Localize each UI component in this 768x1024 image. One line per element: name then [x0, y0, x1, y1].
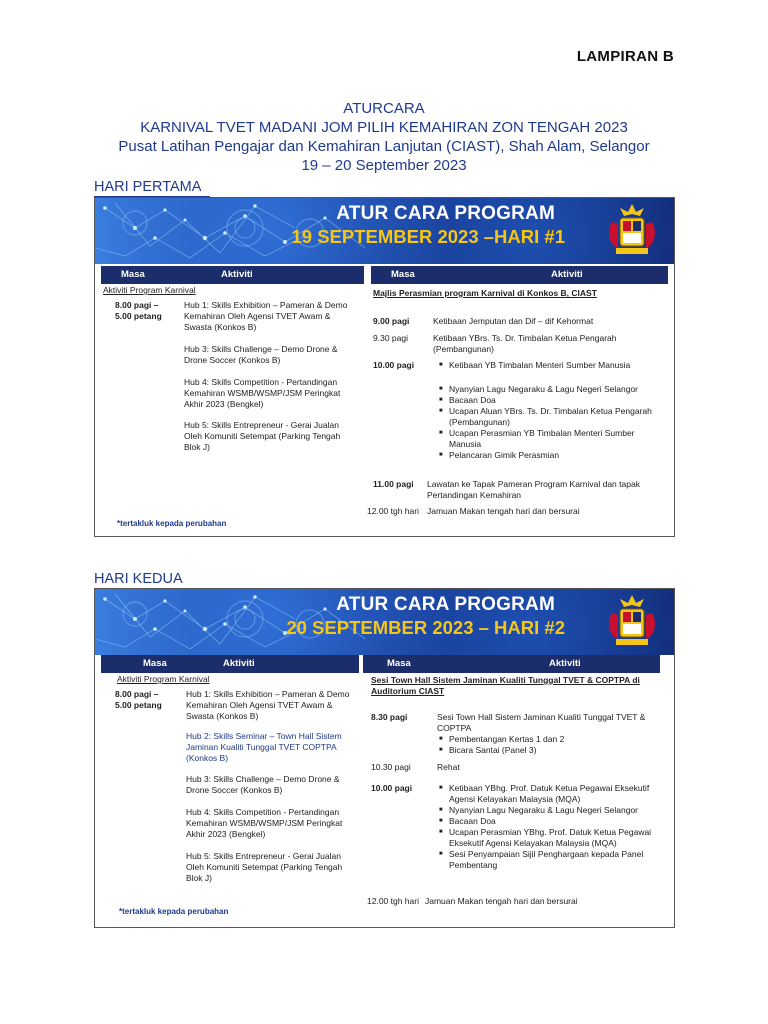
hub-1: Hub 1: Skills Exhibition – Pameran & Demo Kemahiran Oleh Agensi TVET Awam & Swasta (Konkos B) [184, 300, 348, 332]
masa-header: Masa [143, 658, 167, 669]
time-9-30: 9.30 pagi [373, 333, 408, 343]
banner-date: 20 SEPTEMBER 2023 – HARI #2 [286, 617, 565, 638]
bullet-item: ■ Sesi Penyampaian Sijil Penghargaan kepada Panel Pembentang [439, 849, 661, 871]
hub-2: Hub 2: Skills Seminar – Town Hall Sistem Jaminan Kualiti Tunggal TVET COPTPA (Konkos B) [186, 731, 342, 763]
hub-3: Hub 3: Skills Challenge – Demo Drone & Drone Soccer (Konkos B) [184, 344, 338, 365]
aktiviti-header: Aktiviti [549, 658, 581, 669]
appendix-label: LAMPIRAN B [576, 48, 674, 65]
left-section-title: Aktiviti Program Karnival [117, 674, 210, 684]
time-10-30: 10.30 pagi [371, 762, 411, 772]
time-12-00: 12.00 tgh hari [367, 896, 419, 906]
right-section-title: Sesi Town Hall Sistem Jaminan Kualiti Tunggal TVET & COPTPA di Auditorium CIAST [371, 675, 640, 696]
masa-header: Masa [387, 658, 411, 669]
time-8-30: 8.30 pagi [371, 712, 408, 722]
bullet-item: ■ Ketibaan YBhg. Prof. Datuk Ketua Pegawai Eksekutif Agensi Kelayakan Malaysia (MQA) [439, 783, 661, 805]
left-column-header [101, 266, 364, 284]
bullet-item: ■ Ucapan Aluan YBrs. Ts. Dr. Timbalan Ketua Pengarah (Pembangunan) [439, 406, 667, 428]
bullet-item: ■ Bacaan Doa [439, 395, 667, 406]
day-2-label: HARI KEDUA [94, 571, 210, 589]
coat-of-arms-icon [604, 593, 660, 649]
activity-text: Lawatan ke Tapak Pameran Program Karnival dan tapak Pertandingan Kemahiran [427, 479, 640, 500]
document-heading [0, 99, 768, 175]
hub-4: Hub 4: Skills Competition - Pertandingan Kemahiran WSMB/WSMP/JSM Peringkat Akhir 2023 (Bengkel) [184, 377, 341, 409]
heading-line-3: Pusat Latihan Pengajar dan Kemahiran Lanjutan (CIAST), Shah Alam, Selangor [118, 138, 650, 155]
left-time-end: 5.00 petang [115, 311, 162, 321]
hub-1: Hub 1: Skills Exhibition – Pameran & Demo Kemahiran Oleh Agensi TVET Awam & Swasta (Konkos B) [186, 689, 350, 721]
left-column-header [101, 655, 359, 673]
hub-5: Hub 5: Skills Entrepreneur - Gerai Jualan Oleh Komuniti Setempat (Parking Tengah Blok J) [186, 851, 343, 883]
activity-text: Jamuan Makan tengah hari dan bersurai [427, 506, 580, 516]
bullet-item: ■ Pembentangan Kertas 1 dan 2 [439, 734, 661, 745]
right-column-header [363, 655, 660, 673]
heading-line-4: 19 – 20 September 2023 [301, 157, 467, 174]
coat-of-arms-icon [604, 202, 660, 258]
bullet-item: ■ Nyanyian Lagu Negaraku & Lagu Negeri Selangor [439, 805, 661, 816]
day-1-schedule-panel [94, 197, 675, 537]
day-2-schedule-panel [94, 588, 675, 928]
time-9-00: 9.00 pagi [373, 316, 410, 326]
day-1-label: HARI PERTAMA [94, 179, 210, 197]
bullet-item: ■ Bicara Santai (Panel 3) [439, 745, 661, 756]
banner-title: ATUR CARA PROGRAM [336, 203, 555, 224]
time-11-00: 11.00 pagi [373, 479, 414, 489]
masa-header: Masa [121, 269, 145, 280]
bullet-item: ■ Ucapan Perasmian YB Timbalan Menteri Sumber Manusia [439, 428, 667, 450]
right-section-title: Majlis Perasmian program Karnival di Konkos B, CIAST [373, 288, 597, 298]
time-10-00: 10.00 pagi [373, 360, 415, 370]
aktiviti-header: Aktiviti [551, 269, 583, 280]
day-1-banner [95, 198, 674, 264]
change-note: *tertakluk kepada perubahan [119, 907, 229, 916]
left-time: 8.00 pagi – [115, 300, 159, 310]
masa-header: Masa [391, 269, 415, 280]
bullet-item: ■ Ucapan Perasmian YBhg. Prof. Datuk Ketua Pegawai Eksekutif Agensi Kelayakan Malaysia (MQA) [439, 827, 661, 849]
bullet-item: ■ Ketibaan YB Timbalan Menteri Sumber Manusia [439, 360, 667, 371]
banner-date: 19 SEPTEMBER 2023 –HARI #1 [291, 226, 565, 247]
aktiviti-header: Aktiviti [221, 269, 253, 280]
hub-4: Hub 4: Skills Competition - Pertandingan Kemahiran WSMB/WSMP/JSM Peringkat Akhir 2023 (Bengkel) [186, 807, 343, 839]
banner-title: ATUR CARA PROGRAM [336, 594, 555, 615]
activity-text: Ketibaan Jemputan dan Dif – dif Kehormat [433, 316, 594, 326]
aktiviti-header: Aktiviti [223, 658, 255, 669]
activity-text: Jamuan Makan tengah hari dan bersurai [425, 896, 578, 906]
left-section-title: Aktiviti Program Karnival [103, 285, 196, 295]
change-note: *tertakluk kepada perubahan [117, 519, 227, 528]
activity-text: Rehat [437, 762, 460, 772]
right-column-header [371, 266, 668, 284]
hub-3: Hub 3: Skills Challenge – Demo Drone & Drone Soccer (Konkos B) [186, 774, 340, 795]
hub-5: Hub 5: Skills Entrepreneur - Gerai Jualan Oleh Komuniti Setempat (Parking Tengah Blok J) [184, 420, 341, 452]
left-time-end: 5.00 petang [115, 700, 162, 710]
time-12-00: 12.00 tgh hari [367, 506, 419, 516]
bullet-item: ■ Pelancaran Gimik Perasmian [439, 450, 667, 461]
bullet-item: ■ Bacaan Doa [439, 816, 661, 827]
bullet-item: ■ Nyanyian Lagu Negaraku & Lagu Negeri Selangor [439, 384, 667, 395]
activity-text: Ketibaan YBrs. Ts. Dr. Timbalan Ketua Pengarah (Pembangunan) [433, 333, 617, 354]
left-time: 8.00 pagi – [115, 689, 159, 699]
heading-line-2: KARNIVAL TVET MADANI JOM PILIH KEMAHIRAN ZON TENGAH 2023 [140, 119, 628, 136]
heading-line-1: ATURCARA [343, 100, 425, 117]
activity-text: Sesi Town Hall Sistem Jaminan Kualiti Tunggal TVET & COPTPA [437, 712, 646, 733]
day-2-banner [95, 589, 674, 655]
time-10-00: 10.00 pagi [371, 783, 413, 793]
